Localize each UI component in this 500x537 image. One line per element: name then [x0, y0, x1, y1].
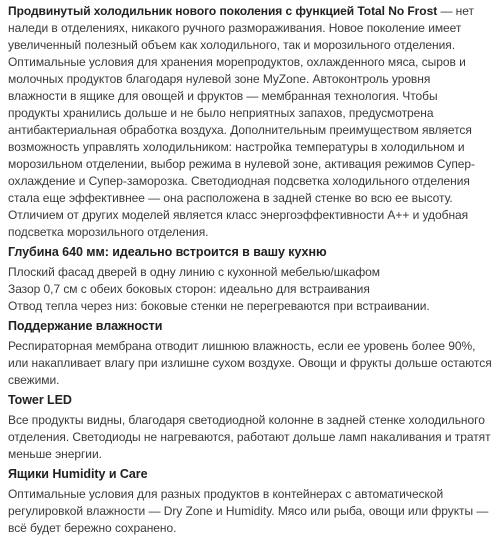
section-line: Все продукты видны, благодаря светодиодной колонне в задней стенке холодильного отделения. Светодиоды не нагреваются, работают дольше ламп накаливания и тратят меньше энергии.: [8, 413, 491, 461]
section-line: Плоский фасад дверей в одну линию с кухонной мебелью/шкафом: [8, 265, 381, 279]
section-line: Респираторная мембрана отводит лишнюю влажность, если ее уровень более 90%, или накапливает влагу при излишне сухом воздухе. Овощи и фрукты дольше остаются свежими.: [8, 339, 492, 387]
intro-paragraph: [8, 3, 492, 241]
intro-bold-title: Продвинутый холодильник нового поколения с функцией Total No Frost: [8, 4, 438, 18]
section-drawers: [8, 465, 492, 537]
section-heading: Глубина 640 мм: идеально встроится в вашу кухню: [8, 245, 327, 259]
section-depth: [8, 243, 492, 315]
intro-text: — нет наледи в отделениях, никакого ручного размораживания. Новое поколение имеет увеличенный полезный объем как холодильного, так и морозильного отделения. Оптимальные условия для хранения морепродуктов, охлажденного мяса, сыров и молочных продуктов благодаря нулевой зоне MyZone. Автоконтроль уровня влажности в ящике для овощей и фруктов — мембранная технология. Чтобы продукты хранились дольше и не было неприятных запахов, предусмотрена антибактериальная обработка воздуха. Дополнительным преимуществом является возможность управлять холодильником: настройка температуры в холодильном и морозильном отделении, выбор режима в нулевой зоне, активация режимов Супер-охлаждение и Супер-заморозка. Светодиодная подсветка холодильного отделения стала еще эффективнее — она расположена в задней стенке во всю ее высоту. Отличием от других моделей является класс энергоэффективности A++ и удобная подсветка морозильного отделения.: [8, 4, 475, 239]
section-humidity: [8, 317, 492, 389]
section-line: Оптимальные условия для разных продуктов в контейнерах с автоматической регулировкой влажности — Dry Zone и Humidity. Мясо или рыба, овощи или фрукты — всё будет бережно сохранено.: [8, 487, 489, 535]
section-line: Зазор 0,7 см с обеих боковых сторон: идеально для встраивания: [8, 282, 370, 296]
section-tower-led: [8, 391, 492, 463]
section-heading: Tower LED: [8, 393, 72, 407]
section-heading: Ящики Humidity и Care: [8, 467, 148, 481]
section-heading: Поддержание влажности: [8, 319, 163, 333]
product-description: [0, 3, 500, 537]
section-line: Отвод тепла через низ: боковые стенки не перегреваются при встраивании.: [8, 299, 430, 313]
